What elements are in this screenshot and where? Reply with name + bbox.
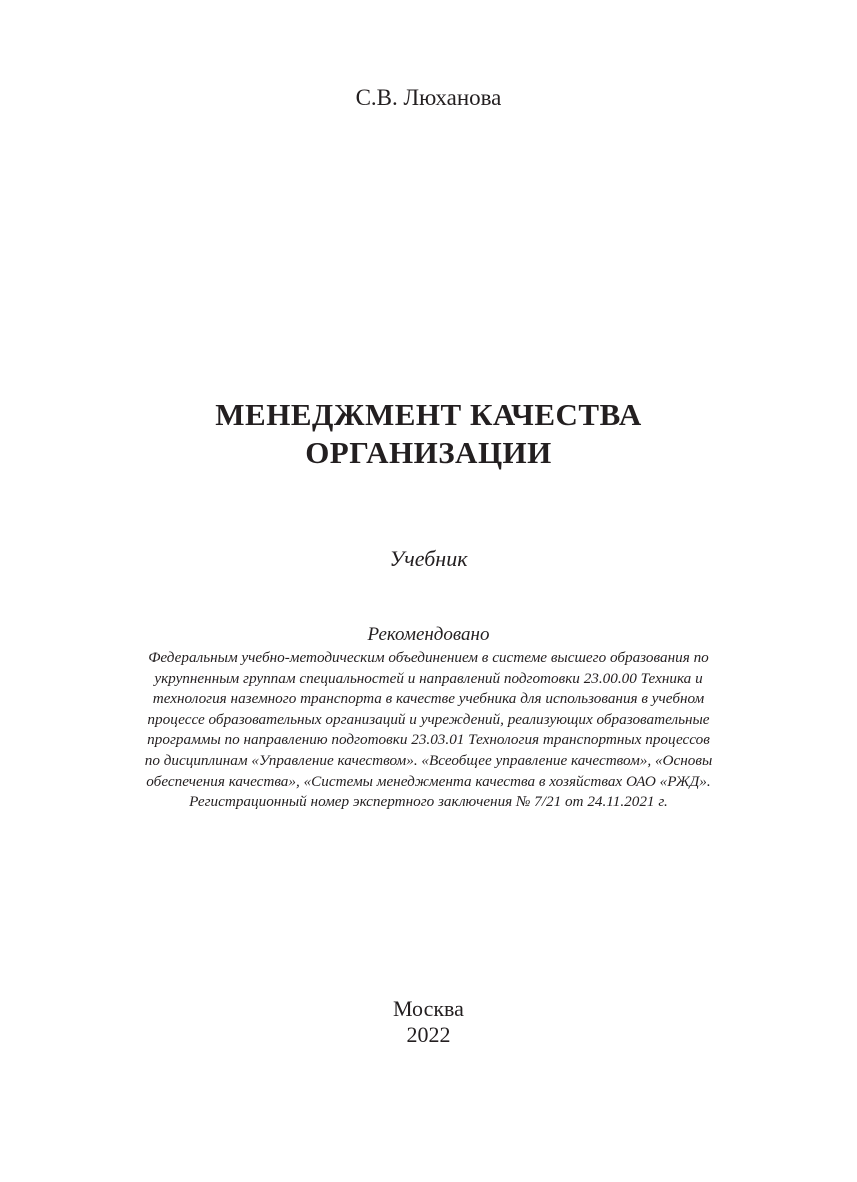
recommendation-line: Регистрационный номер экспертного заключения № 7/21 от 24.11.2021 г. bbox=[189, 793, 668, 811]
recommendation-line: программы по направлению подготовки 23.03.01 Технология транспортных процессов bbox=[147, 731, 710, 749]
recommendation-text bbox=[95, 648, 762, 813]
recommendation-line: по дисциплинам «Управление качеством». «Всеобщее управление качеством», «Основы bbox=[144, 751, 713, 769]
recommendation-line: Федеральным учебно-методическим объединением в системе высшего образования по bbox=[148, 649, 709, 666]
recommendation-line: укрупненным группам специальностей и направлений подготовки 23.00.00 Техника и bbox=[154, 669, 703, 687]
book-title-line-2: ОРГАНИЗАЦИИ bbox=[305, 435, 552, 470]
book-title-line-1: МЕНЕДЖМЕНТ КАЧЕСТВА bbox=[215, 397, 642, 432]
book-type: Учебник bbox=[389, 546, 468, 571]
book-title bbox=[0, 396, 857, 472]
recommendation-line: технология наземного транспорта в качестве учебника для использования в учебном bbox=[152, 690, 705, 708]
author-name: С.В. Люханова bbox=[355, 85, 502, 110]
recommendation-line: процессе образовательных организаций и учреждений, реализующих образовательные bbox=[147, 710, 710, 728]
recommendation-line: обеспечения качества», «Системы менеджмента качества в хозяйствах ОАО «РЖД». bbox=[146, 772, 711, 790]
recommendation-heading: Рекомендовано bbox=[367, 624, 490, 645]
publication-year: 2022 bbox=[406, 1022, 451, 1047]
publication-city: Москва bbox=[393, 996, 464, 1021]
